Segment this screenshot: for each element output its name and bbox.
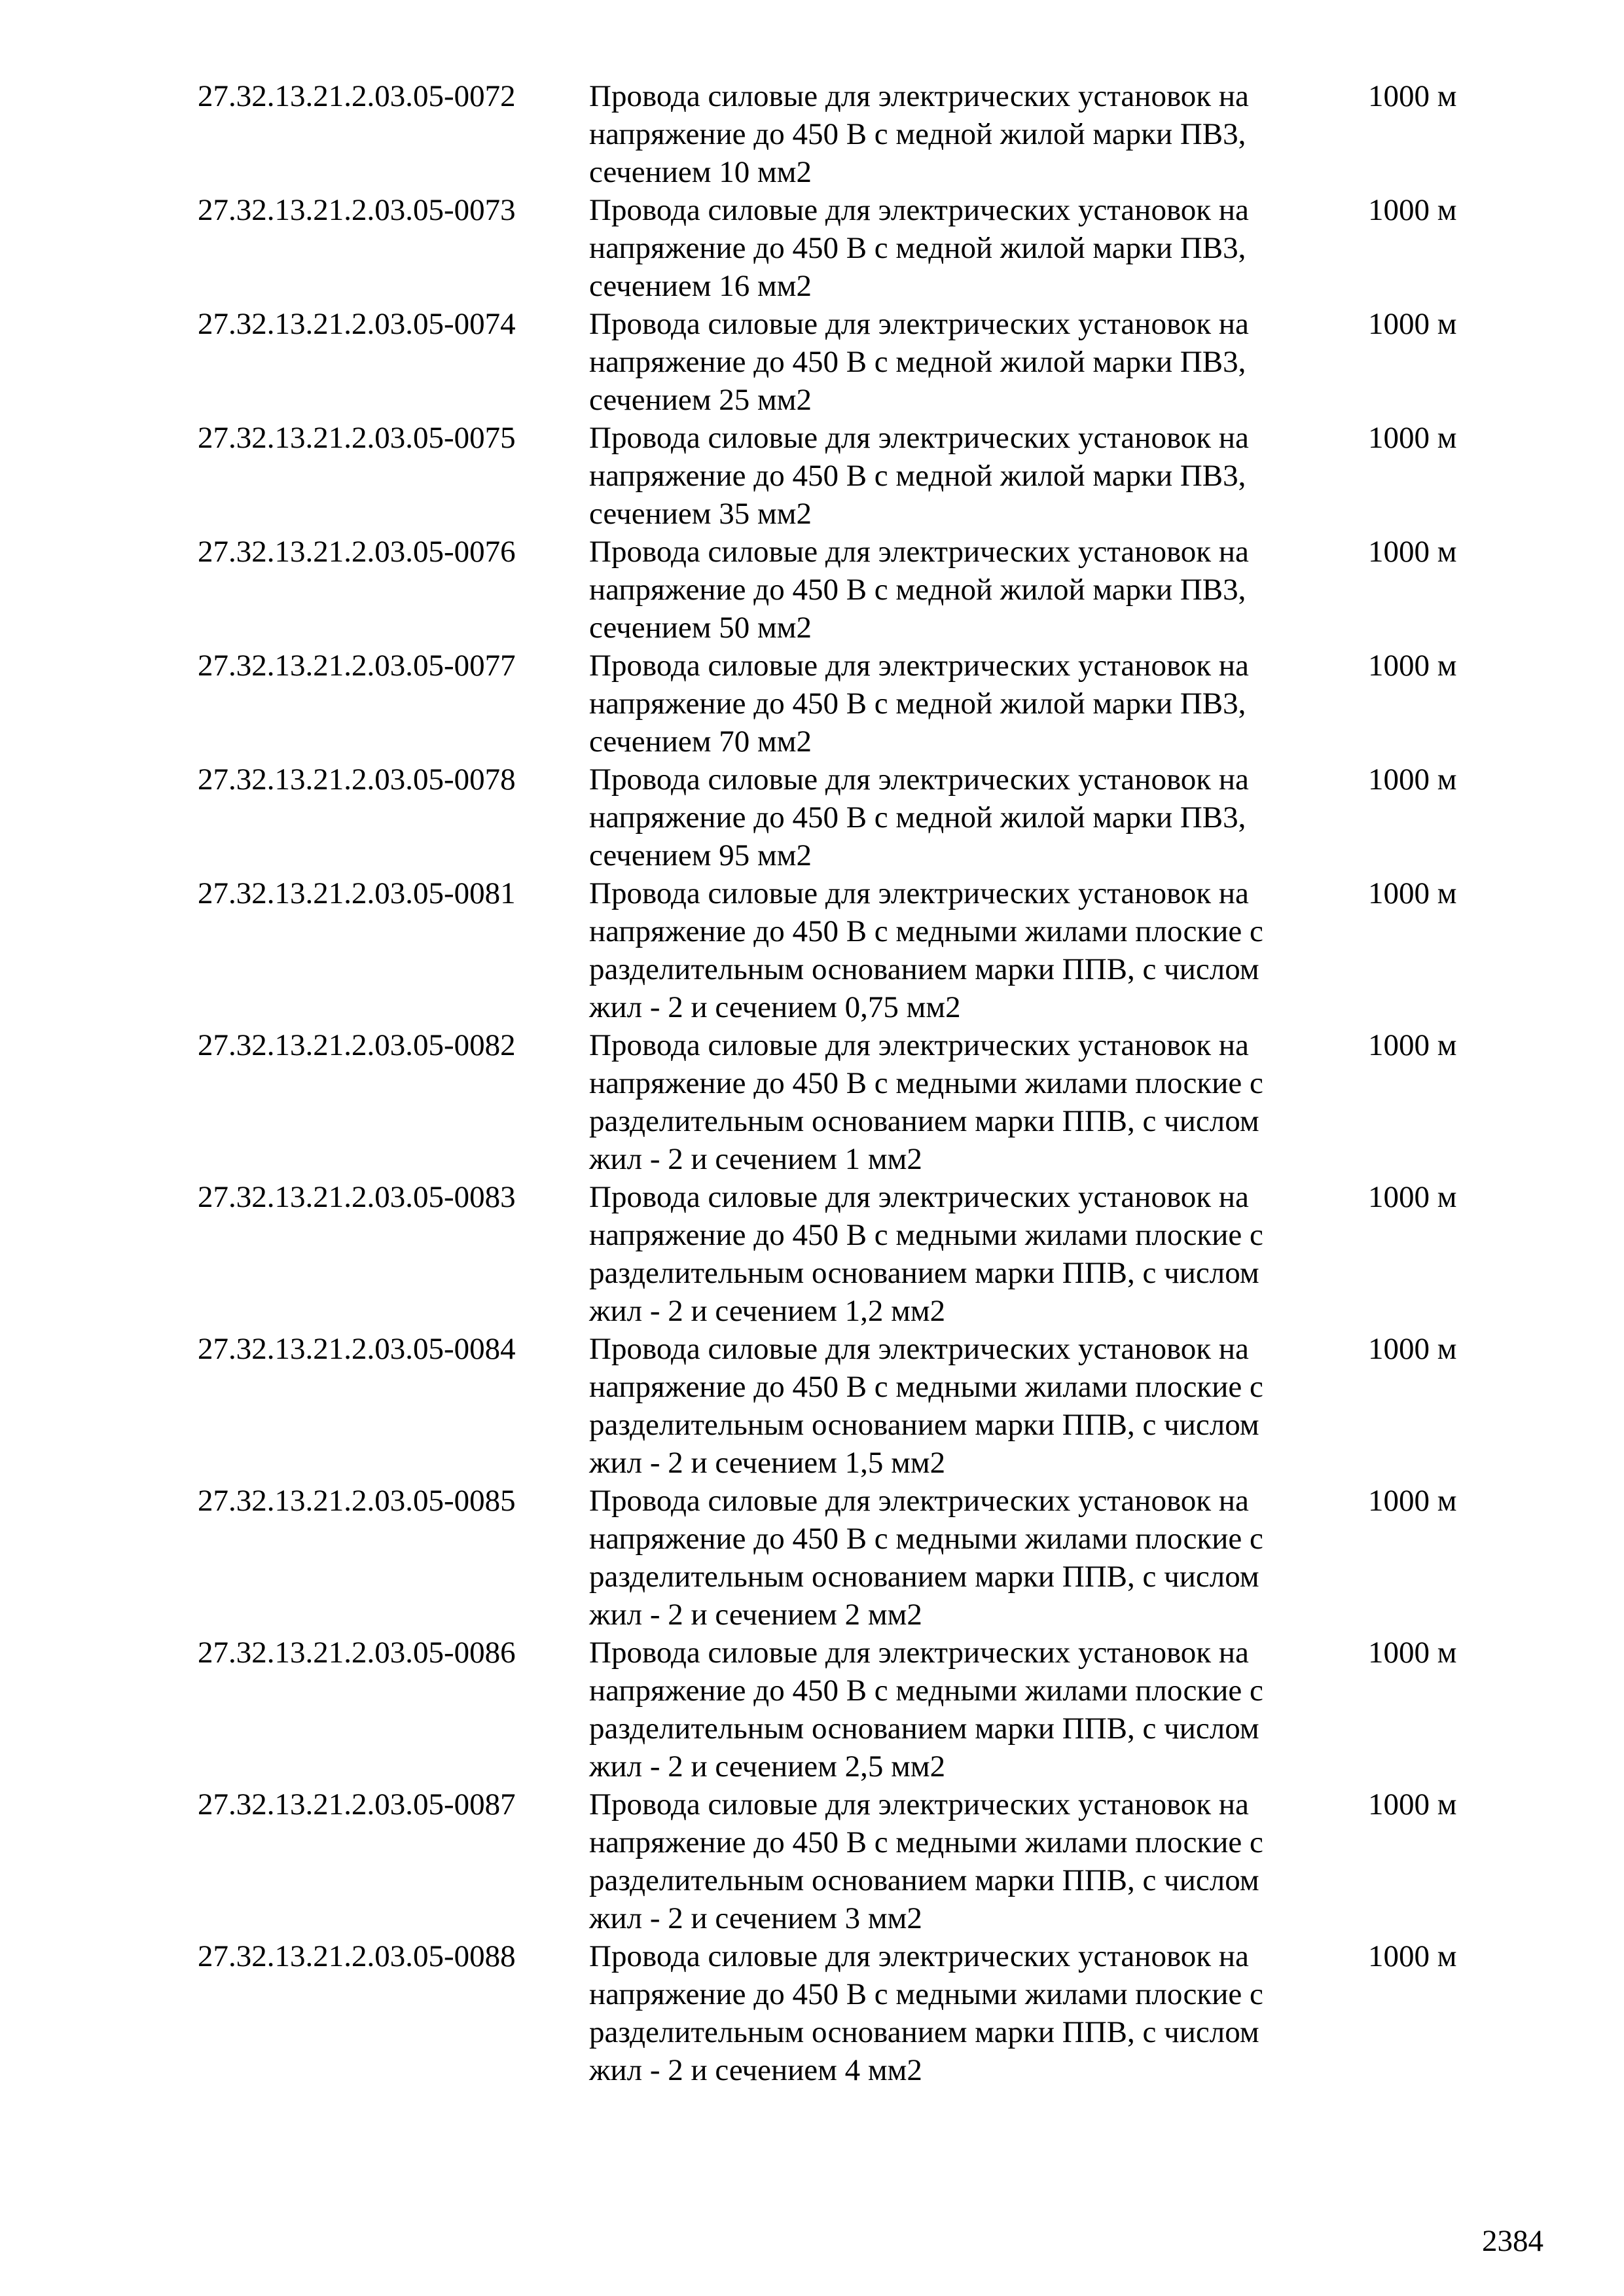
description-line: Провода силовые для электрических установок на <box>589 421 1249 455</box>
resource-description <box>589 1330 1368 1482</box>
description-line: разделительным основанием марки ППВ, с числом <box>589 1408 1259 1442</box>
description-line: Провода силовые для электрических установок на <box>589 535 1249 569</box>
unit-of-measure: 1000 м <box>1368 421 1457 455</box>
resource-code: 27.32.13.21.2.03.05-0084 <box>198 1332 516 1366</box>
resource-code: 27.32.13.21.2.03.05-0074 <box>198 307 516 341</box>
resource-description <box>589 1785 1368 1937</box>
unit-of-measure: 1000 м <box>1368 1787 1457 1821</box>
description-line: разделительным основанием марки ППВ, с числом <box>589 1560 1259 1594</box>
description-line: жил - 2 и сечением 1,5 мм2 <box>589 1446 946 1480</box>
description-line: Провода силовые для электрических установок на <box>589 1939 1249 1973</box>
resource-description <box>589 874 1368 1026</box>
table-row <box>198 305 1507 419</box>
page-number: 2384 <box>1482 2224 1543 2258</box>
resource-table <box>198 77 1507 2089</box>
resource-description <box>589 1482 1368 1634</box>
resource-description <box>589 191 1368 305</box>
description-line: жил - 2 и сечением 4 мм2 <box>589 2053 922 2087</box>
description-line: напряжение до 450 В с медной жилой марки ПВ3, <box>589 687 1246 721</box>
unit-of-measure: 1000 м <box>1368 1636 1457 1670</box>
table-row <box>198 1482 1507 1634</box>
unit-of-measure: 1000 м <box>1368 79 1457 113</box>
description-line: Провода силовые для электрических установок на <box>589 876 1249 910</box>
description-line: Провода силовые для электрических установок на <box>589 307 1249 341</box>
table-row <box>198 1330 1507 1482</box>
description-line: напряжение до 450 В с медными жилами плоские с <box>589 1977 1263 2011</box>
resource-code: 27.32.13.21.2.03.05-0081 <box>198 876 516 910</box>
resource-description <box>589 1026 1368 1178</box>
resource-description <box>589 1178 1368 1330</box>
resource-code: 27.32.13.21.2.03.05-0087 <box>198 1787 516 1821</box>
description-line: Провода силовые для электрических установок на <box>589 649 1249 683</box>
description-line: напряжение до 450 В с медной жилой марки ПВ3, <box>589 459 1246 493</box>
description-line: напряжение до 450 В с медной жилой марки ПВ3, <box>589 117 1246 151</box>
unit-of-measure: 1000 м <box>1368 876 1457 910</box>
resource-description <box>589 647 1368 761</box>
resource-code: 27.32.13.21.2.03.05-0072 <box>198 79 516 113</box>
description-line: напряжение до 450 В с медными жилами плоские с <box>589 1825 1263 1859</box>
table-row <box>198 1634 1507 1785</box>
description-line: напряжение до 450 В с медной жилой марки ПВ3, <box>589 345 1246 379</box>
description-line: сечением 95 мм2 <box>589 838 812 872</box>
description-line: сечением 10 мм2 <box>589 155 812 189</box>
description-line: Провода силовые для электрических установок на <box>589 1636 1249 1670</box>
resource-code: 27.32.13.21.2.03.05-0075 <box>198 421 516 455</box>
description-line: Провода силовые для электрических установок на <box>589 1180 1249 1214</box>
description-line: напряжение до 450 В с медными жилами плоские с <box>589 1522 1263 1556</box>
description-line: жил - 2 и сечением 2 мм2 <box>589 1598 922 1632</box>
unit-of-measure: 1000 м <box>1368 1028 1457 1062</box>
description-line: Провода силовые для электрических установок на <box>589 1484 1249 1518</box>
resource-code: 27.32.13.21.2.03.05-0085 <box>198 1484 516 1518</box>
resource-code: 27.32.13.21.2.03.05-0077 <box>198 649 516 683</box>
description-line: жил - 2 и сечением 2,5 мм2 <box>589 1749 946 1784</box>
description-line: напряжение до 450 В с медными жилами плоские с <box>589 1370 1263 1404</box>
table-row <box>198 419 1507 533</box>
description-line: разделительным основанием марки ППВ, с числом <box>589 1863 1259 1897</box>
resource-code: 27.32.13.21.2.03.05-0076 <box>198 535 516 569</box>
resource-code: 27.32.13.21.2.03.05-0082 <box>198 1028 516 1062</box>
description-line: разделительным основанием марки ППВ, с числом <box>589 1712 1259 1746</box>
resource-description <box>589 77 1368 191</box>
table-row <box>198 1178 1507 1330</box>
description-line: жил - 2 и сечением 3 мм2 <box>589 1901 922 1935</box>
resource-description <box>589 419 1368 533</box>
table-row <box>198 1026 1507 1178</box>
description-line: Провода силовые для электрических установок на <box>589 762 1249 797</box>
unit-of-measure: 1000 м <box>1368 649 1457 683</box>
description-line: разделительным основанием марки ППВ, с числом <box>589 1256 1259 1290</box>
table-row <box>198 533 1507 647</box>
resource-code: 27.32.13.21.2.03.05-0088 <box>198 1939 516 1973</box>
unit-of-measure: 1000 м <box>1368 1180 1457 1214</box>
description-line: напряжение до 450 В с медными жилами плоские с <box>589 1218 1263 1252</box>
resource-description <box>589 761 1368 874</box>
resource-description <box>589 305 1368 419</box>
description-line: жил - 2 и сечением 1 мм2 <box>589 1142 922 1176</box>
description-line: напряжение до 450 В с медной жилой марки ПВ3, <box>589 573 1246 607</box>
description-line: Провода силовые для электрических установок на <box>589 1332 1249 1366</box>
description-line: сечением 16 мм2 <box>589 269 812 303</box>
description-line: напряжение до 450 В с медными жилами плоские с <box>589 1674 1263 1708</box>
description-line: Провода силовые для электрических установок на <box>589 79 1249 113</box>
table-row <box>198 647 1507 761</box>
description-line: сечением 70 мм2 <box>589 725 812 759</box>
description-line: напряжение до 450 В с медной жилой марки ПВ3, <box>589 800 1246 834</box>
description-line: разделительным основанием марки ППВ, с числом <box>589 1104 1259 1138</box>
description-line: сечением 25 мм2 <box>589 383 812 417</box>
table-row <box>198 874 1507 1026</box>
description-line: напряжение до 450 В с медными жилами плоские с <box>589 914 1263 948</box>
unit-of-measure: 1000 м <box>1368 1332 1457 1366</box>
description-line: сечением 50 мм2 <box>589 611 812 645</box>
description-line: Провода силовые для электрических установок на <box>589 1028 1249 1062</box>
description-line: Провода силовые для электрических установок на <box>589 193 1249 227</box>
unit-of-measure: 1000 м <box>1368 307 1457 341</box>
resource-code: 27.32.13.21.2.03.05-0086 <box>198 1636 516 1670</box>
description-line: напряжение до 450 В с медными жилами плоские с <box>589 1066 1263 1100</box>
description-line: напряжение до 450 В с медной жилой марки ПВ3, <box>589 231 1246 265</box>
resource-description <box>589 1634 1368 1785</box>
description-line: сечением 35 мм2 <box>589 497 812 531</box>
unit-of-measure: 1000 м <box>1368 762 1457 797</box>
description-line: жил - 2 и сечением 1,2 мм2 <box>589 1294 946 1328</box>
unit-of-measure: 1000 м <box>1368 1939 1457 1973</box>
table-row <box>198 77 1507 191</box>
description-line: разделительным основанием марки ППВ, с числом <box>589 952 1259 986</box>
resource-code: 27.32.13.21.2.03.05-0078 <box>198 762 516 797</box>
unit-of-measure: 1000 м <box>1368 1484 1457 1518</box>
resource-code: 27.32.13.21.2.03.05-0083 <box>198 1180 516 1214</box>
table-row <box>198 761 1507 874</box>
description-line: жил - 2 и сечением 0,75 мм2 <box>589 990 961 1024</box>
description-line: разделительным основанием марки ППВ, с числом <box>589 2015 1259 2049</box>
resource-description <box>589 1937 1368 2089</box>
description-line: Провода силовые для электрических установок на <box>589 1787 1249 1821</box>
resource-description <box>589 533 1368 647</box>
table-row <box>198 1937 1507 2089</box>
unit-of-measure: 1000 м <box>1368 535 1457 569</box>
unit-of-measure: 1000 м <box>1368 193 1457 227</box>
resource-code: 27.32.13.21.2.03.05-0073 <box>198 193 516 227</box>
table-row <box>198 191 1507 305</box>
table-row <box>198 1785 1507 1937</box>
